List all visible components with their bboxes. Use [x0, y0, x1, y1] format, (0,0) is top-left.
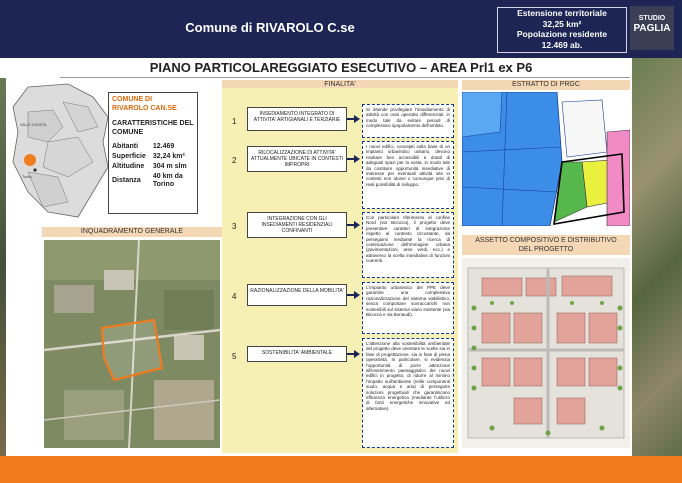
feature-row: Altitudine 304 m slm	[112, 163, 187, 170]
map-label-aosta: VALLE D'AOSTA	[20, 123, 47, 127]
aerial-photo	[44, 240, 220, 448]
goal-number: 4	[232, 292, 237, 301]
feature-row: Superficie 32,24 km²	[112, 153, 185, 160]
arrow-icon	[354, 350, 360, 358]
logo-line-2: PAGLIA	[633, 23, 671, 34]
stats-area-label: Estensione territoriale	[517, 8, 607, 18]
goal-description: I nuovi edifici, concepiti sulla base di un impianto urbanistico unitario, devono risultare ben accessibili e dotati di adeguati spazi per la sosta, in modo tale da costituire opportunità insediative di interesse per eventuali attività site in contesti non idonei o comunque privi di reali possibilità di sviluppo.	[362, 141, 454, 209]
stats-box	[497, 7, 627, 53]
feature-row: Abitanti 12.469	[112, 143, 175, 150]
goal-title-box: RILOCALIZZAZIONE DI ATTIVITA' ATTUALMENTE UBICATE IN CONTESTI IMPROPRI	[247, 146, 347, 172]
goal-description: Si intende privilegiare l'insediamento di attività con orari operativi differenziati, in modo tale da evitare periodi di complessivo spopolamento dell'ambito.	[362, 104, 454, 138]
estratto-header: ESTRATTO DI PRGC	[462, 80, 630, 90]
title-rule	[60, 77, 630, 78]
goal-title-box: INTEGRAZIONE CON GLI INSEDIAMENTI RESIDENZIALI CONFINANTI	[247, 212, 347, 238]
features-heading: CARATTERISTICHE DEL COMUNE	[112, 120, 194, 136]
goal-number: 2	[232, 156, 237, 165]
comune-label: COMUNE DI	[112, 96, 153, 103]
feature-row: Distanza 40 km da Torino	[112, 173, 183, 188]
goal-number: 3	[232, 222, 237, 231]
stats-population-label: Popolazione residente	[516, 29, 608, 39]
stats-population-value: 12.469 ab.	[541, 39, 583, 50]
assetto-header-line-1: ASSETTO COMPOSITIVO E DISTRIBUTIVO	[475, 237, 617, 244]
goal-description: Con particolare riferimento al confine Nord (via Bicocca), il progetto deve presentare caratteri di integrazione rispetto al contesto circostante, da perseguirsi mediante la ricerca di continuazione dell'immagine urbana (pavimentazioni, aree verdi, ecc.) e attraverso la scelta insediativa di funzioni coerenti.	[362, 212, 454, 278]
assetto-header-line-2: DEL PROGETTO	[518, 246, 574, 253]
arrow-icon	[354, 291, 360, 299]
main-title: PIANO PARTICOLAREGGIATO ESECUTIVO – AREA Prl1 ex P6	[149, 60, 533, 75]
map-label-torino: Torino	[22, 175, 32, 179]
goal-title-box: INSEDIAMENTO INTEGRATO DI ATTIVITA' ARTIGIANALI E TERZIARIE	[247, 107, 347, 131]
prgc-map	[462, 92, 630, 226]
goal-title-box: SOSTENIBILITA' AMBIENTALE	[247, 346, 347, 362]
arrow-icon	[354, 221, 360, 229]
inquadramento-header: INQUADRAMENTO GENERALE	[42, 227, 222, 237]
goal-number: 5	[232, 352, 237, 361]
municipality-info-box	[108, 92, 198, 214]
goal-description: L'impianto urbanistico del PPE deve garantire una complessiva razionalizzazione del sistema viabilistico, senza comportare sovraccarichi non sostenibili sul sistema viario esistente (via Bicocca e via Bonaudi).	[362, 282, 454, 334]
rivarolo-location-marker	[24, 154, 36, 166]
goal-number: 1	[232, 117, 237, 126]
page-header-title: Comune di RIVAROLO C.se	[185, 20, 355, 35]
goal-title-box: RAZIONALIZZAZIONE DELLA MOBILITA'	[247, 284, 347, 306]
comune-name: RIVAROLO CAN.SE	[112, 104, 177, 112]
goal-description: L'attenzione alla sostenibilità ambientale del progetto deve orientare le scelte sia in fase di progettazione, sia in fase di piena operatività. In particolare, si evidenzia l'opportunità di porre attenzione all'inserimento paesaggistico dei nuovi edifici in progetto, di ridurre al minimo l'impatto sull'ambiente (nelle componenti suolo, acqua e aria) di perseguire soluzioni progettuali che garantiscano efficienza energetica (mediante l'utilizzo di fonti energetiche innovative ed alternative).	[362, 338, 454, 448]
arrow-icon	[354, 115, 360, 123]
stats-area-value: 32,25 km²	[542, 18, 582, 29]
regional-map	[8, 82, 112, 222]
bottom-orange-bar	[0, 456, 682, 483]
arrow-icon	[354, 155, 360, 163]
finalita-header: FINALITA'	[222, 80, 458, 90]
left-aerial-strip	[0, 78, 6, 456]
studio-logo	[630, 6, 674, 50]
project-plan	[462, 258, 630, 448]
logo-line-1: STUDIO	[638, 15, 666, 22]
right-aerial-strip	[632, 58, 682, 456]
features-table	[112, 142, 194, 190]
assetto-header	[462, 235, 630, 255]
project-area-outline	[102, 320, 162, 380]
